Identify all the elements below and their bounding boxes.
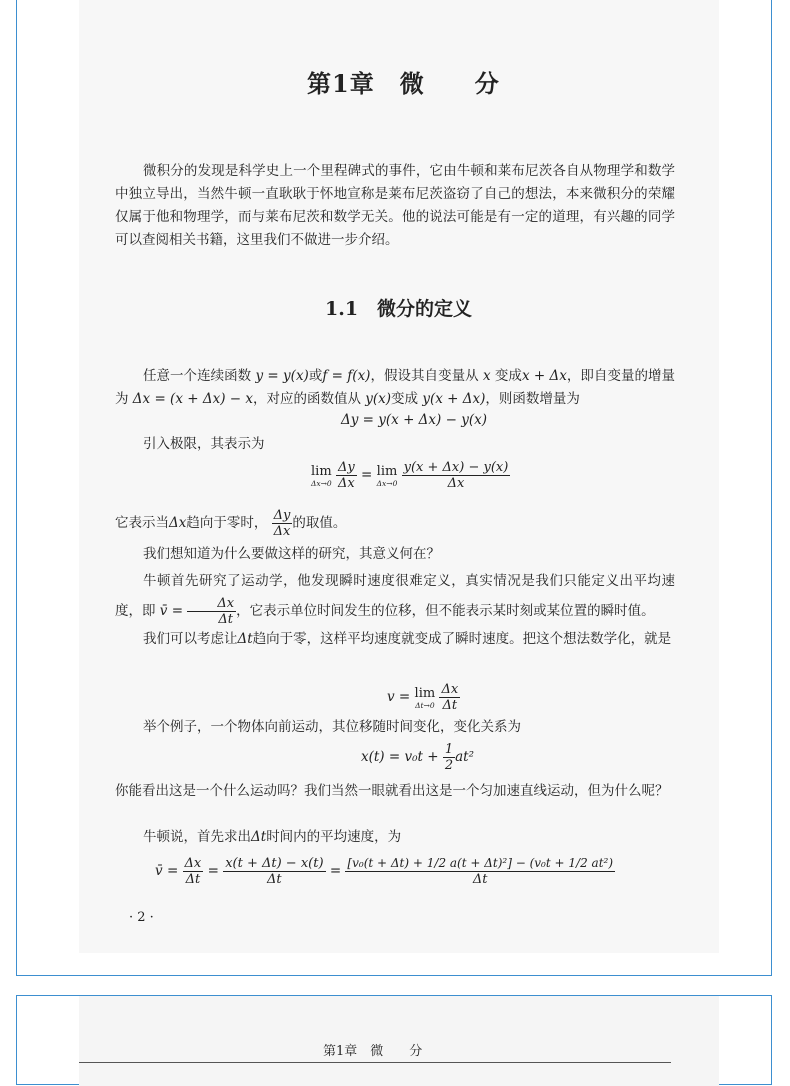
page-frame-2 <box>16 995 772 1085</box>
book-page-scan <box>79 0 719 953</box>
paragraph-4: 我们想知道为什么要做这样的研究，其意义何在？ <box>143 546 440 562</box>
equation-dy: Δy = y(x + Δx) − y(x) <box>341 412 487 428</box>
chapter-title: 第1章 微 分 <box>307 69 500 98</box>
paragraph-6: 我们可以考虑让Δt趋向于零，这样平均速度就变成了瞬时速度。把这个想法数学化，就是 <box>143 631 672 647</box>
running-head: 第1章 微 分 <box>323 1044 423 1059</box>
equation-velocity: v = lim Δt→0 $\frac{\Delta x}{\Delta t}$ <box>387 682 459 713</box>
equation-position: x(t) = v₀t + $\frac{1}{2}$ at² <box>361 742 475 773</box>
page-number: · 2 · <box>129 910 154 925</box>
paragraph-8: 你能看出这是一个什么运动吗？我们当然一眼就看出这是一个匀加速直线运动，但为什么呢？ <box>115 783 669 799</box>
intro-paragraph: 微积分的发现是科学史上一个里程碑式的事件，它由牛顿和莱布尼茨各自从物理学和数学中独立导出，当然牛顿一直耿耿于怀地宣称是莱布尼茨盗窃了自己的想法，本来微积分的荣耀仅属于他和物理学，而与莱布尼茨和数学无关。他的说法可能是有一定的道理，有兴趣的同学可以查阅相关书籍，这里我们不做进一步介绍。 <box>115 163 675 248</box>
paragraph-7: 举个例子，一个物体向前运动，其位移随时间变化，变化关系为 <box>143 719 521 735</box>
equation-limit: lim Δx→0 $\frac{\Delta y}{\Delta x}$ = lim Δx→0 $\frac{y(x + \Delta x) - y(x)}{\Delta x}$ <box>311 460 509 491</box>
book-page-scan-next <box>79 996 719 1086</box>
paragraph-1: 任意一个连续函数 y = y(x)或f = f(x)，假设其自变量从 x 变成x + Δx，即自变量的增量为 Δx = (x + Δx) − x，对应的函数值从 y(x)变成 y(x + Δx)，则函数增量为 <box>115 368 676 407</box>
equation-average-velocity: v̄ = $\frac{\Delta x}{\Delta t}$ = $\frac{x(t + \Delta t) - x(t)}{\Delta t}$ = $\frac{\text{[v₀(t + Δt) + 1/2 a(t + Δt)²] − (v₀t + 1/2 at²)}}{\Delta t}$ <box>155 856 614 887</box>
header-rule <box>79 1062 671 1063</box>
paragraph-2: 引入极限，其表示为 <box>143 436 265 452</box>
section-title: 1.1 微分的定义 <box>325 298 473 320</box>
paragraph-3: 它表示当Δx趋向于零时， $\frac{\Delta y}{\Delta x}$ 的取值。 <box>115 508 347 539</box>
page-frame-1 <box>16 0 772 976</box>
paragraph-9: 牛顿说，首先求出Δt时间内的平均速度，为 <box>143 829 402 845</box>
paragraph-5: 牛顿首先研究了运动学，他发现瞬时速度很难定义，真实情况是我们只能定义出平均速度，即 v̄ = $\frac{\Delta x}{\Delta t}$ ，它表示单位时间发生的位移，但不能表示某时刻或某位置的瞬时值。 <box>115 573 675 627</box>
